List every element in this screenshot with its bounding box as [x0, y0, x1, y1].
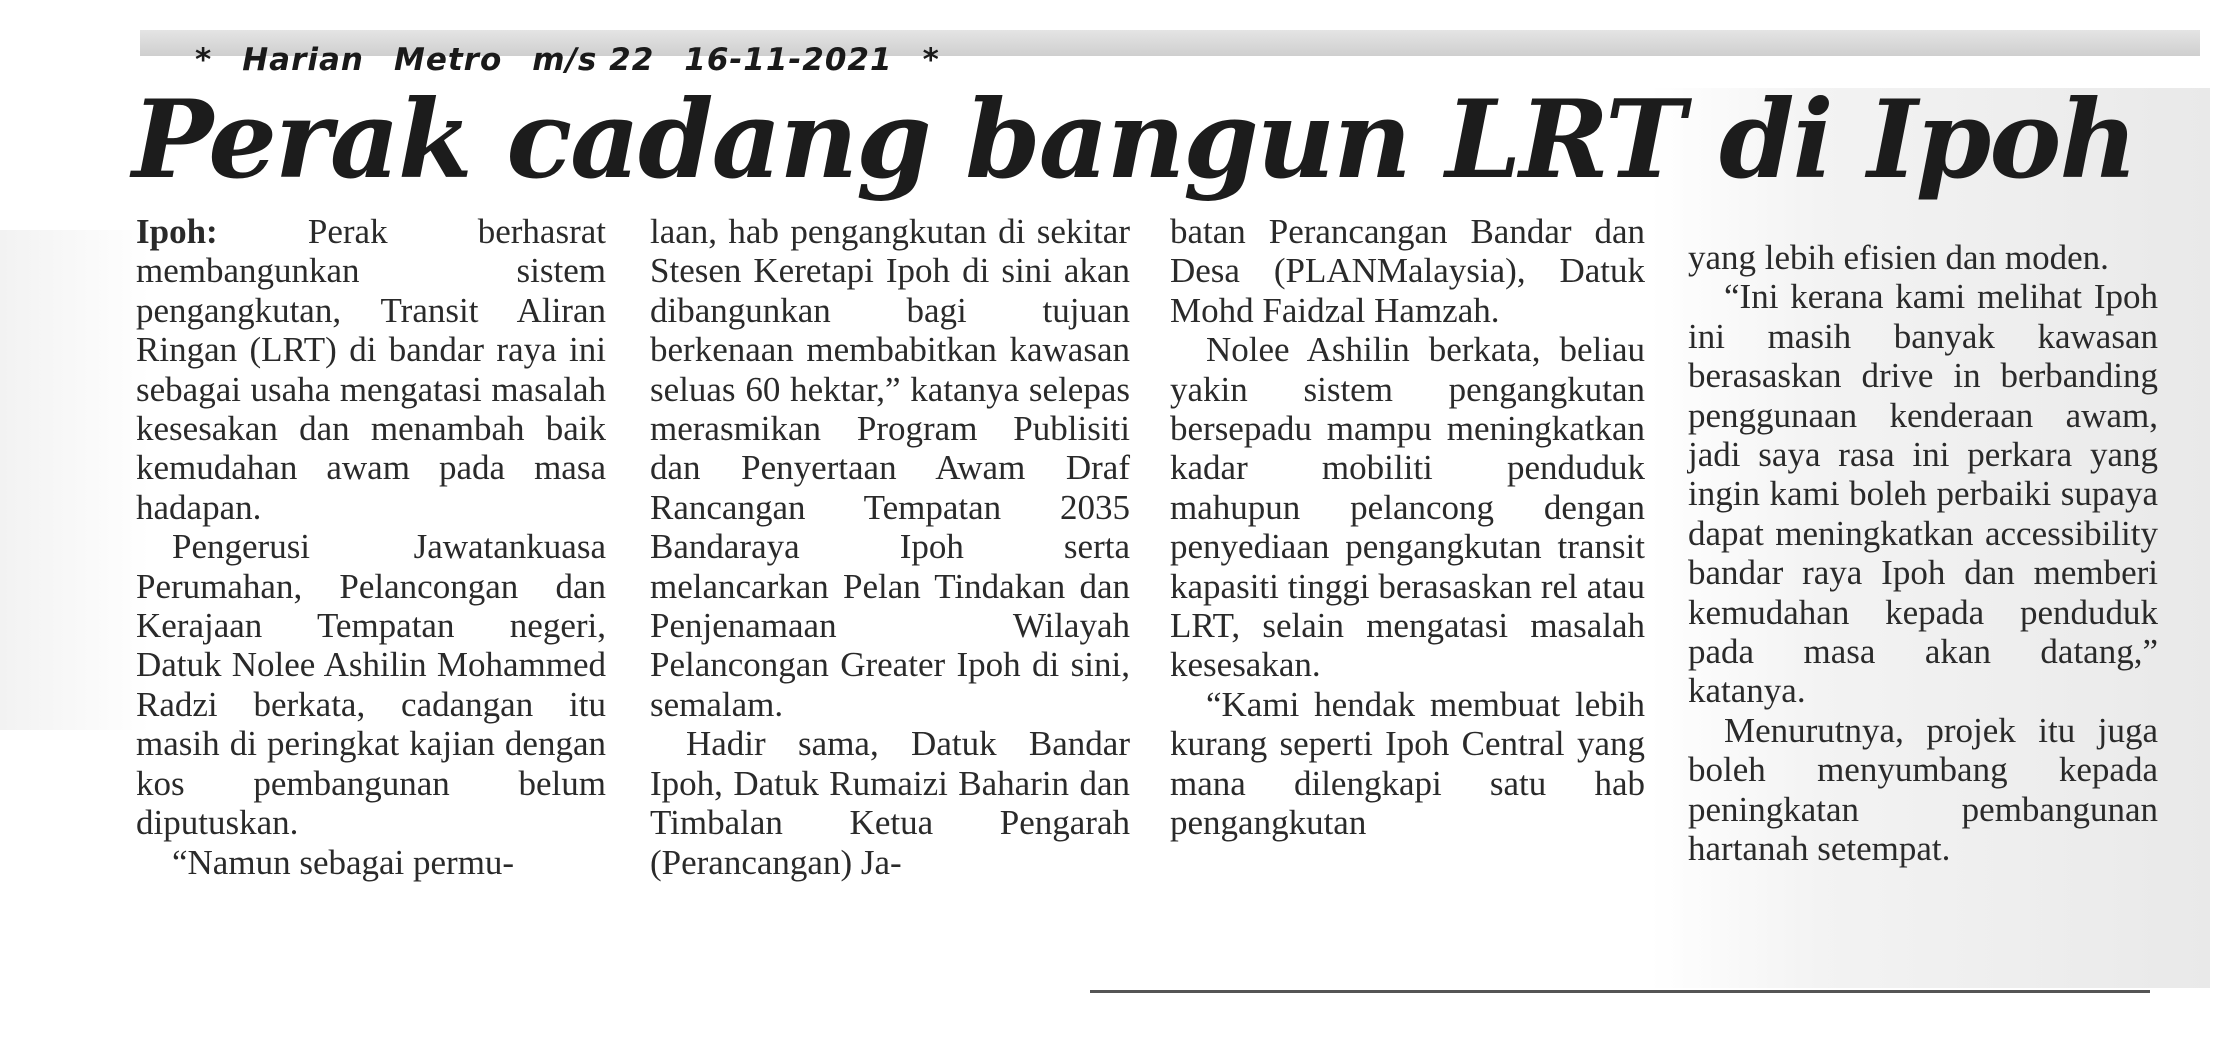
- clipping-bottom-rule: [1090, 990, 2150, 993]
- paragraph-6-continued: yang lebih efisien dan moden.: [1688, 238, 2109, 277]
- note-page: m/s 22: [532, 42, 655, 78]
- paragraph-6-start: “Kami hendak membuat lebih kurang seperti Ipoh Central yang mana dilengkapi satu hab pengangkutan: [1170, 684, 1645, 843]
- paragraph-7: “Ini kerana kami melihat Ipoh ini masih banyak kawasan berasaskan drive in berbanding penggunaan kenderaan awam, jadi saya rasa ini perkara yang ingin kami boleh perbaiki supaya dapat meningkatkan accessibility bandar raya Ipoh dan memberi kemudahan kepada penduduk pada masa akan datang,” katanya.: [1688, 277, 2158, 711]
- paragraph-3-start: “Namun sebagai permu-: [172, 842, 515, 882]
- note-paper-name-2: Metro: [393, 42, 503, 78]
- note-paper-name: Harian: [242, 42, 364, 78]
- paragraph-4-continued: batan Perancangan Bandar dan Desa (PLANMalaysia), Datuk Mohd Faidzal Hamzah.: [1170, 212, 1645, 330]
- paragraph-8: Menurutnya, projek itu juga boleh menyumbang kepada peningkatan pembangunan hartanah setempat.: [1688, 710, 2158, 869]
- note-star-left: *: [195, 42, 213, 78]
- paragraph-3-continued: laan, hab pengangkutan di sekitar Stesen Keretapi Ipoh di sini akan dibangunkan bagi tujuan berkenaan membabitkan kawasan seluas 60 hektar,” katanya selepas merasmikan Program Publisiti dan Penyertaan Awam Draf Rancangan Tempatan 2035 Bandaraya Ipoh serta melancarkan Pelan Tindakan dan Penjenamaan Wilayah Pelancongan Greater Ipoh di sini, semalam.: [650, 212, 1130, 724]
- note-date: 16-11-2021: [684, 42, 893, 78]
- article-column-1: [136, 212, 606, 882]
- note-star-right: *: [922, 42, 940, 78]
- column-1-segment-1: Perak berhasrat membangunkan sistem pengangkutan, Transit Aliran Ringan (LRT) di bandar raya ini sebagai usaha mengatasi masalah kesesakan dan menambah baik kemudahan awam pada masa hadapan.: [136, 212, 607, 527]
- dateline: Ipoh:: [136, 212, 218, 251]
- article-column-3: [1170, 212, 1645, 843]
- article-headline: Perak cadang bangun LRT di Ipoh: [132, 77, 2136, 203]
- article-column-4: [1688, 238, 2158, 869]
- scan-shadow-left: [0, 230, 150, 730]
- article-column-2: [650, 212, 1130, 882]
- paragraph-4-start: Hadir sama, Datuk Bandar Ipoh, Datuk Rumaizi Baharin dan Timbalan Ketua Pengarah (Perancangan) Ja-: [650, 724, 1130, 882]
- paragraph-5: Nolee Ashilin berkata, beliau yakin sistem pengangkutan bersepadu mampu meningkatkan kadar mobiliti penduduk mahupun pelancong dengan penyediaan pengangkutan transit kapasiti tinggi berasaskan rel atau LRT, selain mengatasi masalah kesesakan.: [1170, 330, 1645, 685]
- paragraph-1: [136, 212, 606, 527]
- paragraph-2: Pengerusi Jawatankuasa Perumahan, Pelancongan dan Kerajaan Tempatan negeri, Datuk Nolee Ashilin Mohammed Radzi berkata, cadangan itu masih di peringkat kajian dengan kos pembangunan belum diputuskan.: [136, 527, 606, 843]
